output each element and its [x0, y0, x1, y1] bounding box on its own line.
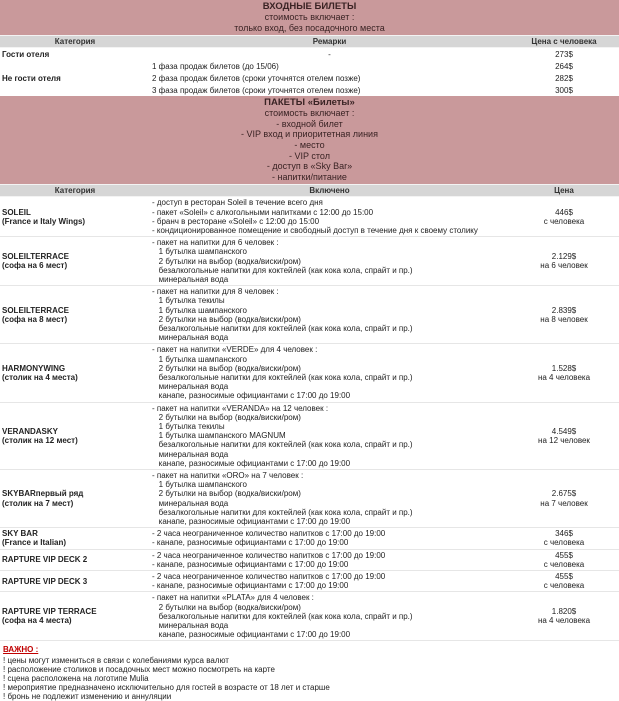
package-included-item: 2 бутылки на выбор (водка/виски/ром): [152, 602, 301, 612]
package-included-item: минеральная вода: [152, 274, 229, 284]
package-included-item: - кондиционированное помещение и свободный доступ в течение дня к своему столику: [152, 225, 478, 235]
package-row: [0, 528, 619, 549]
package-included-item: канапе, разносимые официантами с 17:00 до 19:00: [152, 458, 351, 468]
package-row: [0, 237, 619, 286]
package-category: [0, 592, 150, 641]
package-included-item: 1 бутылка текилы: [152, 422, 225, 432]
package-name: VERANDASKY: [2, 426, 59, 436]
packages-banner: [0, 96, 619, 185]
packages-include-line: - напитки/питание: [272, 171, 347, 182]
package-subtitle: (France и Italian): [2, 538, 67, 548]
ticket-category: Гости отеля: [2, 49, 50, 59]
package-included-item: канапе, разносимые официантами с 17:00 до 19:00: [152, 517, 351, 527]
packages-header-row: [0, 185, 619, 197]
package-category: [0, 571, 150, 592]
ticket-remark: 3 фаза продаж билетов (сроки уточнятся отелем позже): [152, 85, 361, 95]
tickets-includes-desc: только вход, без посадочного места: [234, 22, 385, 33]
package-included-item: - 2 часа неограниченное количество напитков с 17:00 до 19:00: [152, 550, 386, 560]
package-price: 2.839$: [551, 305, 577, 315]
package-subtitle: (софа на 6 мест): [2, 261, 68, 271]
package-name: RAPTURE VIP TERRACE: [2, 607, 97, 617]
package-included-item: - 2 часа неограниченное количество напитков с 17:00 до 19:00: [152, 529, 386, 539]
packages-col-price: Цена: [509, 185, 619, 197]
package-included-item: 1 бутылка шампанского: [152, 305, 247, 315]
note-item: ! бронь не подлежит изменению и аннуляции: [3, 692, 172, 701]
package-row: [0, 402, 619, 469]
package-category: [0, 549, 150, 570]
package-included-item: минеральная вода: [152, 621, 229, 631]
package-subtitle: (столик на 4 места): [2, 373, 78, 382]
note-item: ! мероприятие предназначено исключительно для гостей в возрасте от 18 лет и старше: [3, 683, 330, 693]
packages-include-line: стоимость включает :: [264, 108, 355, 119]
packages-include-line: - VIP вход и приоритетная линия: [241, 129, 378, 140]
packages-title: ПАКЕТЫ «Билеты»: [264, 97, 355, 109]
ticket-remark: 2 фаза продаж билетов (сроки уточнятся отелем позже): [152, 73, 361, 83]
package-included-item: безалкогольные напитки для коктейлей (как кока кола, спрайт и пр.): [152, 373, 413, 382]
package-included: [150, 344, 509, 402]
package-price: 1.528$: [551, 363, 577, 373]
package-name: SOLEIL: [2, 207, 31, 217]
package-category: [0, 237, 150, 286]
package-name: HARMONYWING: [2, 363, 66, 373]
package-price-unit: на 12 человек: [538, 435, 590, 445]
package-included-item: - доступ в ресторан Soleil в течение всего дня: [152, 198, 323, 208]
ticket-remark: -: [328, 49, 331, 59]
package-price-cell: [509, 197, 619, 237]
important-notes: [0, 641, 619, 701]
package-row: [0, 592, 619, 641]
package-price: 346$: [555, 529, 573, 539]
note-item: ! сцена расположена на логотипе Mulia: [3, 674, 149, 684]
package-row: [0, 197, 619, 237]
package-included-item: 1 бутылка шампанского: [152, 247, 247, 257]
tickets-col-remarks: Ремарки: [150, 36, 509, 48]
package-price-unit: на 7 человек: [540, 498, 588, 508]
tickets-table: [0, 0, 619, 96]
package-price-unit: с человека: [543, 538, 585, 548]
package-included-item: минеральная вода: [152, 333, 229, 343]
ticket-row: [0, 84, 619, 96]
packages-include-line: - место: [294, 139, 325, 150]
packages-table: [0, 96, 619, 641]
package-included: [150, 470, 509, 528]
package-included-item: - пакет на напитки «VERDE» для 4 человек :: [152, 345, 318, 355]
package-included: [150, 197, 509, 237]
ticket-row: [0, 48, 619, 61]
note-item: ! цены могут измениться в связи с колебаниями курса валют: [3, 656, 229, 666]
package-category: [0, 528, 150, 549]
package-included-item: 2 бутылки на выбор (водка/виски/ром): [152, 412, 301, 422]
ticket-row: [0, 60, 619, 72]
ticket-category: [0, 84, 150, 96]
package-name: SKYBARпервый ряд: [2, 489, 84, 499]
package-price-unit: на 4 человека: [537, 616, 591, 626]
package-price: 2.129$: [551, 251, 577, 261]
package-category: [0, 344, 150, 402]
package-included-item: - бранч в ресторане «Soleil» с 12:00 до 15:00: [152, 216, 320, 226]
package-price: 446$: [555, 207, 573, 217]
package-subtitle: (столик на 12 мест): [2, 435, 78, 445]
package-row: [0, 470, 619, 528]
package-included-item: канапе, разносимые официантами с 17:00 до 19:00: [152, 630, 351, 640]
package-name: RAPTURE VIP DECK 3: [2, 576, 88, 586]
package-included: [150, 592, 509, 641]
package-price-cell: [509, 528, 619, 549]
ticket-price: 273$: [555, 49, 573, 59]
package-included-item: - пакет на напитки «VERANDA» на 12 человек :: [152, 403, 329, 413]
package-included-item: - канапе, разносимые официантами с 17:00 до 19:00: [152, 538, 349, 548]
tickets-includes-label: стоимость включает :: [264, 12, 355, 22]
package-included: [150, 237, 509, 286]
package-included-item: - пакет на напитки «ORO» на 7 человек :: [152, 471, 304, 481]
package-included: [150, 571, 509, 592]
package-price-unit: на 8 человек: [540, 314, 588, 324]
package-included-item: 2 бутылки на выбор (водка/виски/ром): [152, 363, 301, 373]
tickets-col-price: Цена с человека: [509, 36, 619, 48]
package-price-unit: на 4 человека: [537, 373, 591, 382]
package-price-cell: [509, 237, 619, 286]
package-name: SOLEILTERRACE: [2, 305, 69, 315]
package-category: [0, 286, 150, 344]
package-price-unit: с человека: [543, 559, 585, 569]
package-price-unit: с человека: [543, 581, 585, 591]
package-price: 2.675$: [551, 489, 577, 499]
package-price-cell: [509, 549, 619, 570]
package-included-item: - пакет на напитки для 8 человек :: [152, 287, 279, 297]
packages-col-included: Включено: [150, 185, 509, 197]
packages-col-category: Категория: [0, 185, 150, 197]
package-price-unit: с человека: [543, 216, 585, 226]
package-price-unit: на 6 человек: [540, 261, 588, 271]
ticket-remark: 1 фаза продаж билетов (до 15/06): [152, 61, 279, 71]
package-price-cell: [509, 344, 619, 402]
package-included-item: - канапе, разносимые официантами с 17:00 до 19:00: [152, 559, 349, 569]
package-included-item: безалкогольные напитки для коктейлей (как кока кола, спрайт и пр.): [152, 440, 413, 450]
packages-include-line: - входной билет: [276, 118, 343, 129]
package-price-cell: [509, 470, 619, 528]
package-row: [0, 549, 619, 570]
package-category: [0, 197, 150, 237]
package-category: [0, 402, 150, 469]
package-included: [150, 528, 509, 549]
package-price: 4.549$: [551, 426, 577, 436]
package-subtitle: (софа на 4 места): [2, 616, 72, 626]
notes-title: ВАЖНО :: [3, 645, 39, 655]
package-included: [150, 286, 509, 344]
package-name: SKY BAR: [2, 529, 38, 539]
package-price-cell: [509, 402, 619, 469]
package-included-item: 1 бутылка текилы: [152, 296, 225, 306]
package-row: [0, 344, 619, 402]
package-included-item: 1 бутылка шампанского: [152, 354, 247, 364]
package-included-item: безалкогольные напитки для коктейлей (как кока кола, спрайт и пр.): [152, 611, 413, 621]
package-category: [0, 470, 150, 528]
package-included-item: безалкогольные напитки для коктейлей (как кока кола, спрайт и пр.): [152, 507, 413, 517]
package-included-item: - канапе, разносимые официантами с 17:00 до 19:00: [152, 581, 349, 591]
package-price: 455$: [555, 572, 573, 582]
package-included-item: минеральная вода: [152, 449, 229, 459]
tickets-header-row: [0, 36, 619, 48]
package-price-cell: [509, 592, 619, 641]
package-row: [0, 286, 619, 344]
package-included-item: минеральная вода: [152, 382, 229, 392]
package-price-cell: [509, 286, 619, 344]
package-included: [150, 549, 509, 570]
ticket-price: 282$: [555, 73, 573, 83]
package-included-item: - пакет «Soleil» с алкогольными напитками с 12:00 до 15:00: [152, 207, 374, 217]
package-included-item: канапе, разносимые официантами с 17:00 до 19:00: [152, 391, 351, 401]
ticket-category: [0, 60, 150, 72]
note-item: ! расположение столиков и посадочных мест можно посмотреть на карте: [3, 665, 275, 675]
package-included-item: - пакет на напитки «PLATA» для 4 человек :: [152, 593, 314, 603]
package-name: RAPTURE VIP DECK 2: [2, 555, 88, 565]
tickets-col-category: Категория: [0, 36, 150, 48]
package-name: SOLEILTERRACE: [2, 251, 69, 261]
package-included-item: минеральная вода: [152, 498, 229, 508]
package-included: [150, 402, 509, 469]
package-subtitle: (столик на 7 мест): [2, 498, 74, 508]
package-subtitle: (софа на 8 мест): [2, 314, 68, 324]
package-price: 1.820$: [551, 607, 577, 617]
package-included-item: 2 бутылки на выбор (водка/виски/ром): [152, 489, 301, 499]
package-price: 455$: [555, 550, 573, 560]
ticket-category: Не гости отеля: [2, 73, 61, 83]
ticket-price: 264$: [555, 61, 573, 71]
packages-include-line: - VIP стол: [289, 150, 330, 161]
tickets-title: ВХОДНЫЕ БИЛЕТЫ: [262, 1, 357, 12]
package-included-item: - 2 часа неограниченное количество напитков с 17:00 до 19:00: [152, 572, 386, 582]
package-included-item: 2 бутылки на выбор (водка/виски/ром): [152, 256, 301, 266]
tickets-banner: [0, 0, 619, 36]
package-included-item: безалкогольные напитки для коктейлей (как кока кола, спрайт и пр.): [152, 265, 413, 275]
package-included-item: 2 бутылки на выбор (водка/виски/ром): [152, 314, 301, 324]
package-price-cell: [509, 571, 619, 592]
ticket-row: [0, 72, 619, 84]
package-included-item: - пакет на напитки для 6 человек :: [152, 238, 279, 248]
package-subtitle: (France и Italy Wings): [2, 216, 86, 226]
package-included-item: безалкогольные напитки для коктейлей (как кока кола, спрайт и пр.): [152, 323, 413, 333]
ticket-price: 300$: [555, 85, 573, 95]
package-included-item: 1 бутылка шампанского: [152, 480, 247, 490]
package-included-item: 1 бутылка шампанского MAGNUM: [152, 431, 286, 441]
packages-include-line: - доступ в «Sky Bar»: [266, 161, 353, 172]
package-row: [0, 571, 619, 592]
